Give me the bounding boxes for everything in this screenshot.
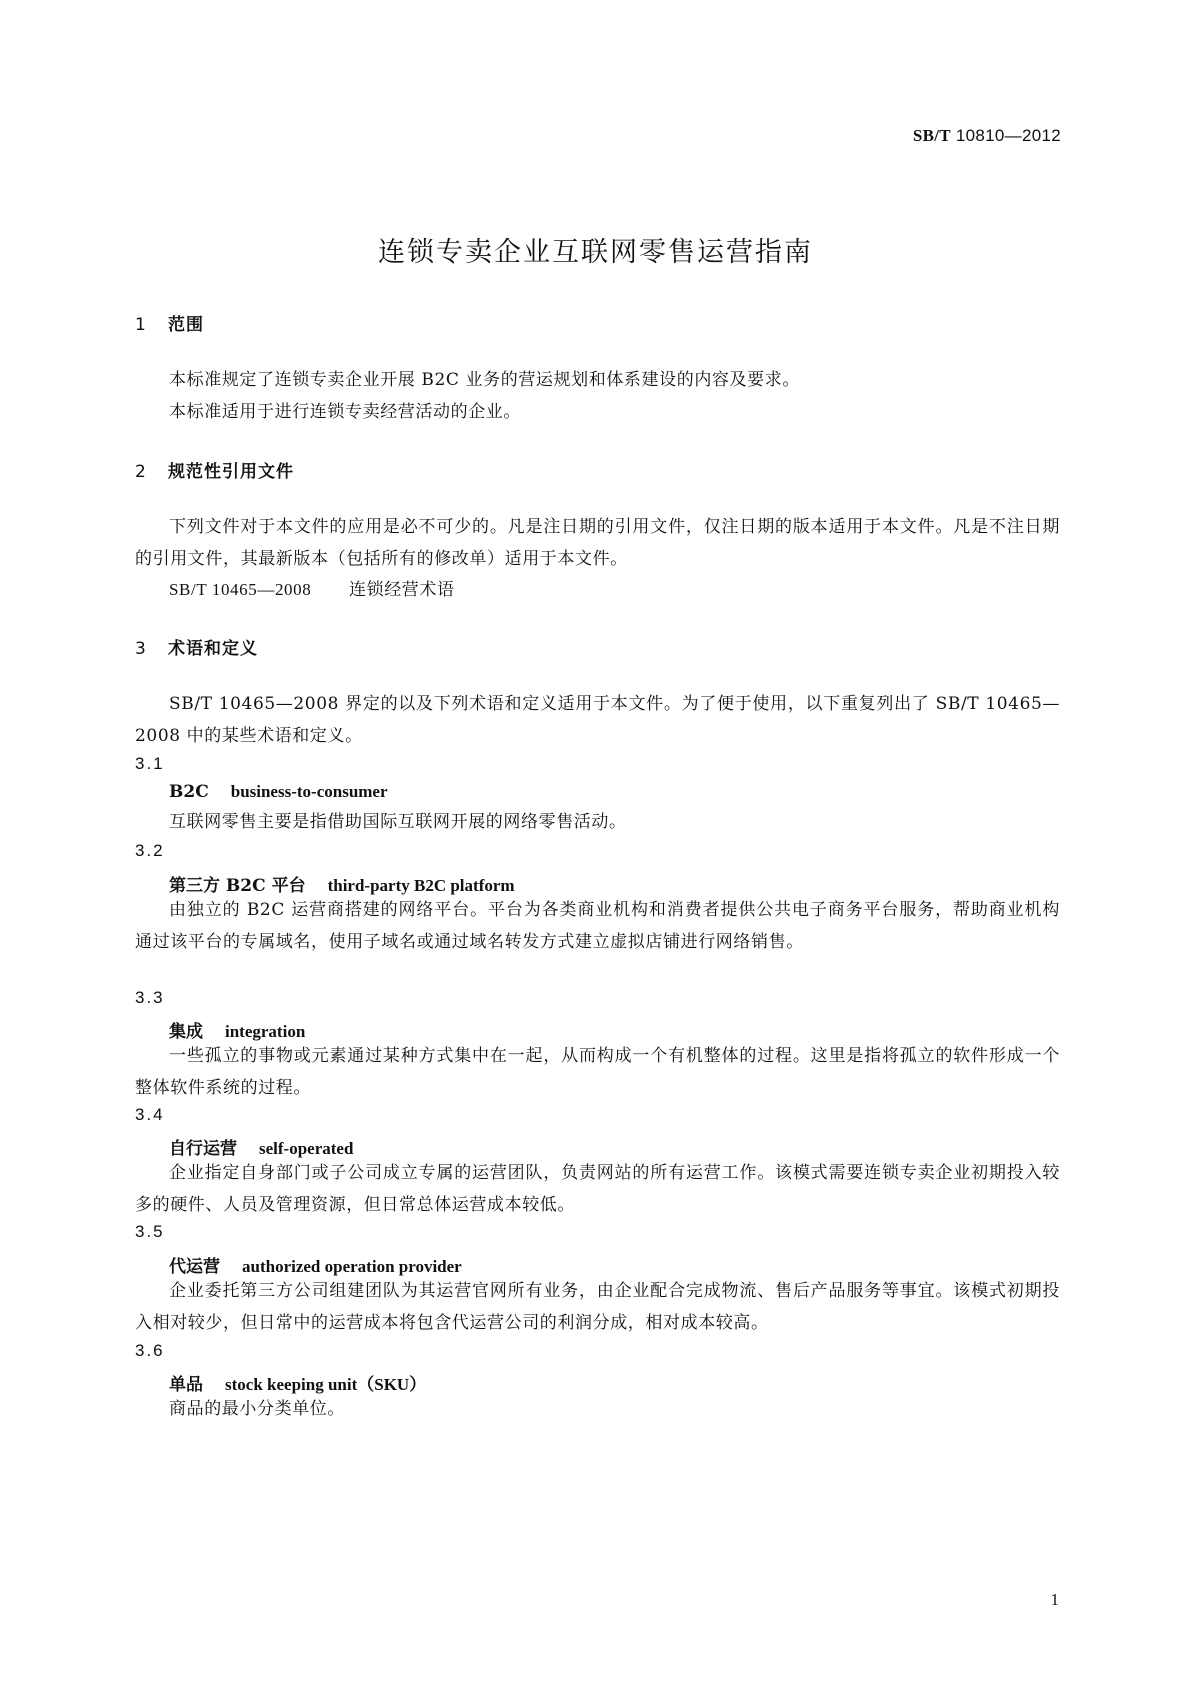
section-title: 术语和定义 bbox=[168, 639, 258, 659]
paragraph: 本标准规定了连锁专卖企业开展 B2C 业务的营运规划和体系建设的内容及要求。 bbox=[169, 370, 800, 390]
standard-prefix: SB/T bbox=[912, 126, 951, 145]
section-heading-3 bbox=[135, 634, 258, 659]
term-en: authorized operation provider bbox=[242, 1257, 462, 1276]
term-number: 3.2 bbox=[135, 841, 165, 860]
standard-number: 10810—2012 bbox=[955, 126, 1061, 145]
section-number: 3 bbox=[135, 639, 147, 659]
standard-code bbox=[913, 126, 1061, 146]
term-en: integration bbox=[225, 1022, 306, 1041]
term-cn: 单品 bbox=[169, 1375, 203, 1395]
term-heading bbox=[169, 871, 515, 896]
term-cn: 第三方 B2C 平台 bbox=[169, 876, 306, 896]
term-cn: 自行运营 bbox=[169, 1139, 237, 1159]
term-heading bbox=[169, 1252, 462, 1277]
page-number: 1 bbox=[1050, 1590, 1059, 1609]
term-definition: 一些孤立的事物或元素通过某种方式集中在一起，从而构成一个有机整体的过程。这里是指将孤立的软件形成一个整体软件系统的过程。 bbox=[135, 1046, 1060, 1098]
term-heading bbox=[169, 1370, 426, 1395]
term-definition: 由独立的 B2C 运营商搭建的网络平台。平台为各类商业机构和消费者提供公共电子商务平台服务，帮助商业机构通过该平台的专属域名，使用子域名或通过域名转发方式建立虚拟店铺进行网络销售。 bbox=[135, 900, 1060, 952]
term-heading bbox=[169, 1134, 353, 1159]
term-number: 3.4 bbox=[135, 1105, 165, 1124]
reference-code: SB/T 10465—2008 bbox=[169, 580, 312, 599]
term-en: self-operated bbox=[259, 1139, 354, 1158]
paragraph: SB/T 10465—2008 界定的以及下列术语和定义适用于本文件。为了便于使用，以下重复列出了 SB/T 10465—2008 中的某些术语和定义。 bbox=[135, 694, 1060, 746]
section-heading-1 bbox=[135, 310, 204, 335]
term-number: 3.5 bbox=[135, 1222, 165, 1241]
term-number: 3.3 bbox=[135, 988, 165, 1007]
reference-title: 连锁经营术语 bbox=[349, 580, 455, 600]
term-en: business-to-consumer bbox=[230, 782, 388, 801]
term-heading bbox=[169, 1017, 305, 1042]
term-en: stock keeping unit（SKU） bbox=[225, 1375, 427, 1394]
term-definition: 企业指定自身部门或子公司成立专属的运营团队，负责网站的所有运营工作。该模式需要连锁专卖企业初期投入较多的硬件、人员及管理资源，但日常总体运营成本较低。 bbox=[135, 1163, 1060, 1215]
term-heading bbox=[169, 782, 388, 802]
term-definition: 互联网零售主要是指借助国际互联网开展的网络零售活动。 bbox=[169, 812, 627, 832]
paragraph: 下列文件对于本文件的应用是必不可少的。凡是注日期的引用文件，仅注日期的版本适用于本文件。凡是不注日期的引用文件，其最新版本（包括所有的修改单）适用于本文件。 bbox=[135, 517, 1060, 569]
term-cn: 集成 bbox=[169, 1022, 203, 1042]
normative-reference bbox=[169, 575, 455, 600]
section-number: 2 bbox=[135, 462, 147, 482]
section-heading-2 bbox=[135, 457, 294, 482]
term-number: 3.6 bbox=[135, 1341, 165, 1360]
section-number: 1 bbox=[135, 315, 147, 335]
term-definition: 企业委托第三方公司组建团队为其运营官网所有业务，由企业配合完成物流、售后产品服务等事宜。该模式初期投入相对较少，但日常中的运营成本将包含代运营公司的利润分成，相对成本较高。 bbox=[135, 1281, 1060, 1333]
section-title: 范围 bbox=[168, 315, 204, 335]
term-definition: 商品的最小分类单位。 bbox=[169, 1399, 345, 1419]
section-title: 规范性引用文件 bbox=[168, 462, 294, 482]
term-cn: 代运营 bbox=[169, 1257, 220, 1277]
term-number: 3.1 bbox=[135, 754, 165, 773]
paragraph: 本标准适用于进行连锁专卖经营活动的企业。 bbox=[169, 402, 521, 422]
term-en: third-party B2C platform bbox=[327, 876, 515, 895]
term-cn: B2C bbox=[169, 782, 209, 802]
page-title: 连锁专卖企业互联网零售运营指南 bbox=[378, 237, 813, 268]
